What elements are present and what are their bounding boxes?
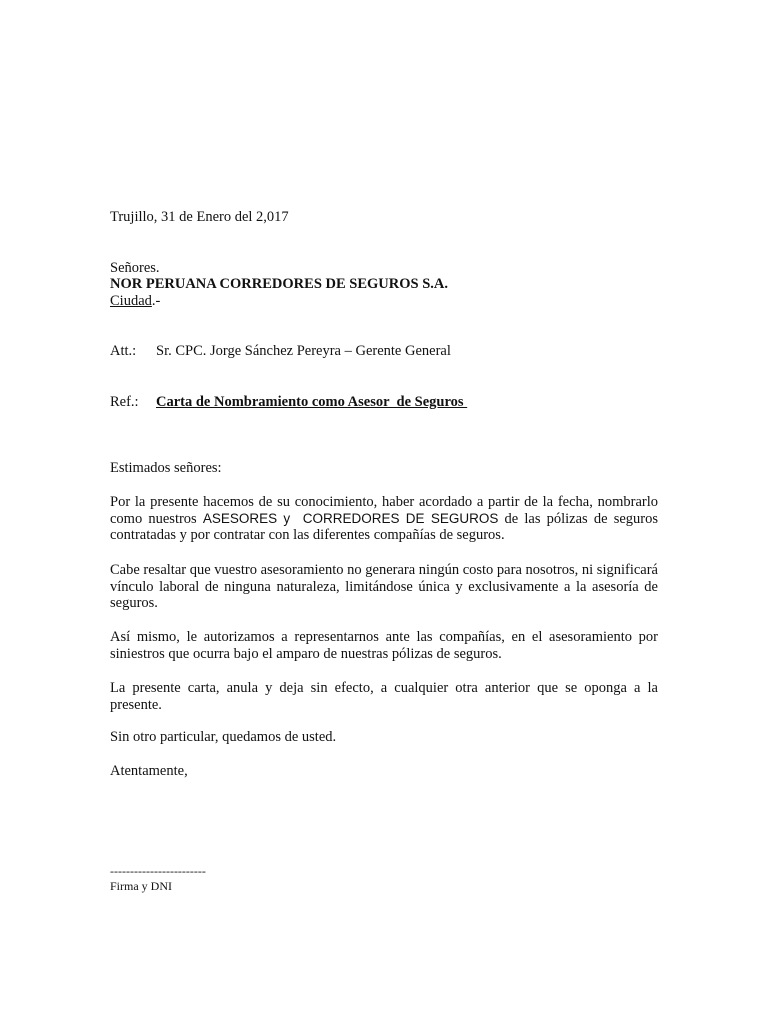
- reference-value: Carta de Nombramiento como Asesor de Seguros: [156, 394, 468, 410]
- greeting: Estimados señores:: [110, 460, 222, 476]
- city-suffix: .-: [151, 293, 161, 309]
- paragraph-1-text-b: de las pólizas de seguros contratadas y por contratar con las diferentes compañías de seguros.: [110, 510, 659, 543]
- city-word: Ciudad: [110, 293, 152, 309]
- reference-label: Ref.:: [110, 394, 139, 410]
- company-name: NOR PERUANA CORREDORES DE SEGUROS S.A.: [110, 276, 448, 292]
- attention-line: [110, 343, 451, 360]
- paragraph-4: La presente carta, anula y deja sin efecto, a cualquier otra anterior que se oponga a la presente.: [110, 680, 658, 713]
- paragraph-5: Sin otro particular, quedamos de usted.: [110, 729, 337, 745]
- signature-caption: Firma y DNI: [110, 879, 172, 893]
- paragraph-2: Cabe resaltar que vuestro asesoramiento no generara ningún costo para nosotros, ni significará vínculo laboral de ninguna naturaleza, limitándose única y exclusivamente a la asesoría de seguros.: [110, 562, 658, 611]
- city-line: [110, 293, 160, 310]
- closing: Atentamente,: [110, 763, 188, 779]
- paragraph-1-text-a: Por la presente hacemos de su conocimiento, haber acordado a partir de la fecha, nombrarlo como nuestros: [110, 494, 658, 527]
- paragraph-1-emphasis: ASESORES y CORREDORES DE SEGUROS: [202, 510, 499, 526]
- paragraph-1: [110, 494, 658, 544]
- signature-line: ------------------------: [110, 864, 206, 878]
- date-line: Trujillo, 31 de Enero del 2,017: [110, 209, 289, 225]
- reference-line: [110, 394, 467, 411]
- salutation: Señores.: [110, 260, 160, 276]
- paragraph-3: Así mismo, le autorizamos a representarnos ante las compañías, en el asesoramiento por siniestros que ocurra bajo el amparo de nuestras pólizas de seguros.: [110, 629, 658, 662]
- attention-value: Sr. CPC. Jorge Sánchez Pereyra – Gerente General: [156, 343, 451, 359]
- attention-label: Att.:: [110, 343, 137, 359]
